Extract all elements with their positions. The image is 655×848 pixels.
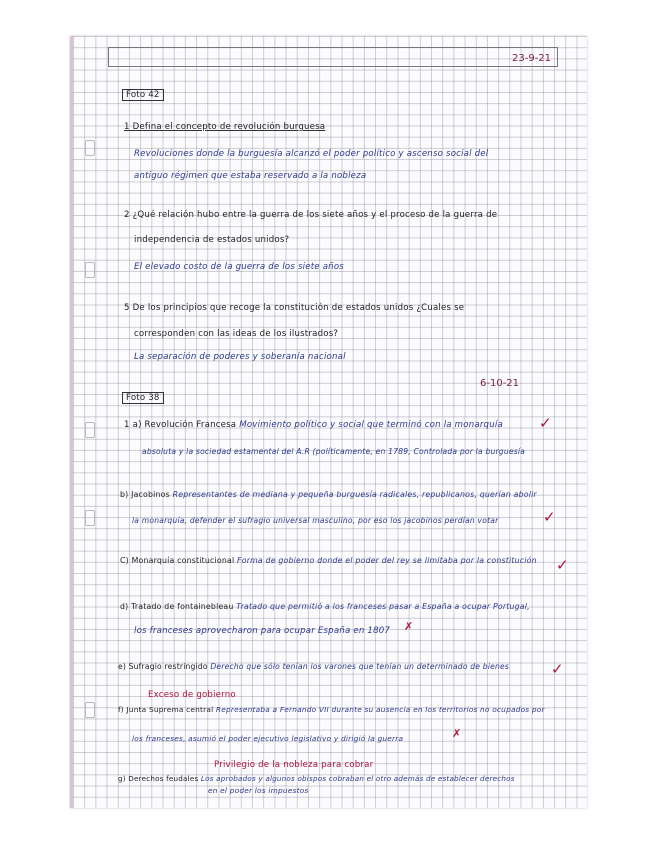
term-d: d) Tratado de fontainebleau <box>120 602 234 611</box>
question-1: 1 Defina el concepto de revolución burguesa <box>124 122 326 132</box>
question-2-line-2: independencia de estados unidos? <box>134 235 290 245</box>
definition-c-line-1: Forma de gobierno donde el poder del rey se limitaba por la constitución <box>237 556 537 565</box>
definition-e-line-1: Derecho que sólo tenían los varones que tenían un determinado de bienes <box>210 662 510 671</box>
binder-hole <box>85 510 95 526</box>
binder-hole <box>85 140 95 156</box>
definition-d-line-2: los franceses aprovecharon para ocupar España en 1807 <box>134 626 391 636</box>
checkmark-icon: ✓ <box>551 660 564 678</box>
term-g: g) Derechos feudales <box>118 774 199 783</box>
cross-mark-icon: ✗ <box>404 620 414 633</box>
answer-5: La separación de poderes y soberanía nacional <box>134 352 346 362</box>
section-label: Foto 38 <box>122 392 164 404</box>
cross-mark-icon: ✗ <box>452 727 462 740</box>
checkmark-icon: ✓ <box>556 556 569 574</box>
definition-b-line-2: la monarquía, defender el sufragio universal masculino, por eso los jacobinos perdían votar <box>132 516 499 525</box>
definition-a-line-2: absoluta y la sociedad estamental del A.R (políticamente, en 1789, Controlada por la burguesía <box>142 447 526 456</box>
binder-hole <box>85 422 95 438</box>
checkmark-icon: ✓ <box>539 414 552 432</box>
date-top: 23-9-21 <box>512 53 552 64</box>
answer-2: El elevado costo de la guerra de los siete años <box>134 262 344 272</box>
definition-a-line-1: Movimiento político y social que terminó con la monarquía <box>239 420 503 430</box>
binder-hole <box>85 702 95 718</box>
checkmark-icon: ✓ <box>543 508 556 526</box>
definition-f-line-2: los franceses, asumió el poder ejecutivo legislativo y dirigió la guerra <box>132 734 404 743</box>
binder-hole <box>85 262 95 278</box>
date-second: 6-10-21 <box>480 378 520 389</box>
definition-g-line-2: en el poder los impuestos <box>208 786 309 795</box>
term-c: C) Monarquía constitucional <box>120 556 235 565</box>
question-2-line-1: 2 ¿Qué relación hubo entre la guerra de los siete años y el proceso de la guerra de <box>124 210 498 220</box>
definition-g-line-1: Los aprobados y algunos obispos cobraban el otro además de establecer derechos <box>200 774 515 783</box>
definition-d-line-1: Tratado que permitió a los franceses pasar a España a ocupar Portugal, <box>236 602 530 611</box>
answer-1-line-1: Revoluciones donde la burguesía alcanzó el poder político y ascenso social del <box>134 149 489 159</box>
section-label: Foto 42 <box>122 89 164 101</box>
question-5-line-1: 5 De los principios que recoge la constitución de estados unidos ¿Cuales se <box>124 303 465 313</box>
term-a: 1 a) Revolución Francesa <box>124 420 237 430</box>
teacher-note-g: Privilegio de la nobleza para cobrar <box>214 760 374 770</box>
definition-b-line-1: Representantes de mediana y pequeña burguesía radicales, republicanos, querían abolir <box>172 490 537 499</box>
definition-f-line-1: Representaba a Fernando VII durante su ausencia en los territorios no ocupados por <box>215 705 545 714</box>
term-f: f) Junta Suprema central <box>118 705 214 714</box>
question-5-line-2: corresponden con las ideas de los ilustrados? <box>134 329 339 339</box>
term-b: b) Jacobinos <box>120 490 170 499</box>
answer-1-line-2: antiguo régimen que estaba reservado a la nobleza <box>134 171 367 181</box>
header-box <box>108 47 558 67</box>
term-e: e) Sufragio restringido <box>118 662 208 671</box>
teacher-note-f: Exceso de gobierno <box>148 690 236 700</box>
